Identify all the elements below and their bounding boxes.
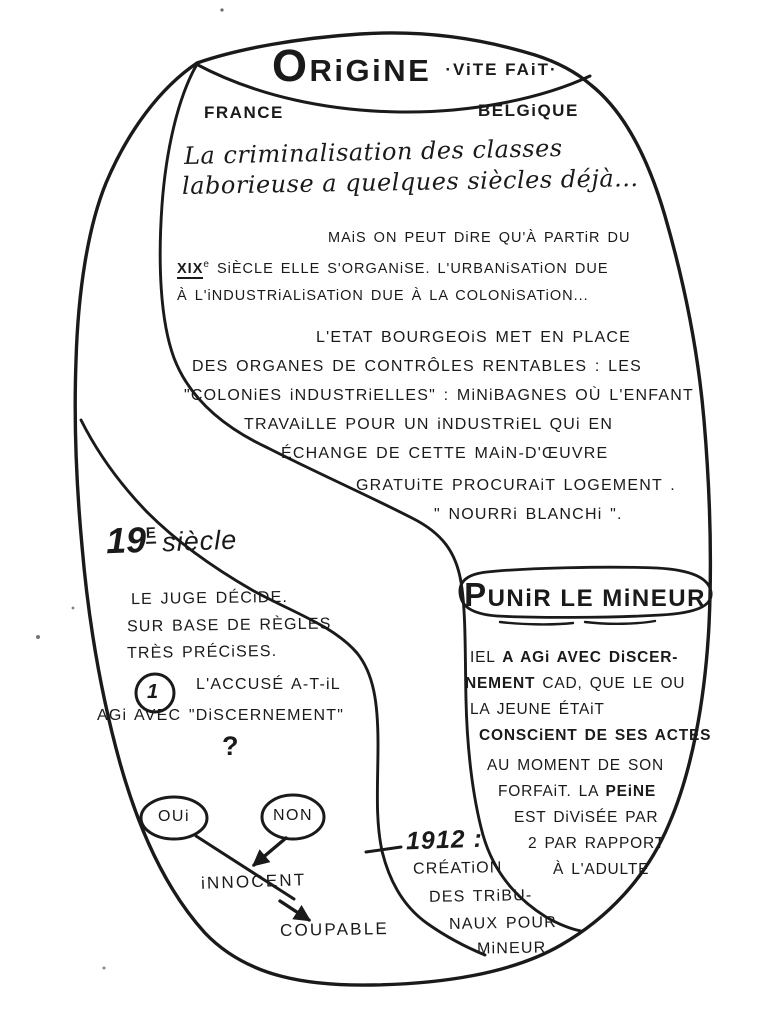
year-1912: 1912 : (405, 824, 484, 856)
tribunaux-line2: DES TRiBU- (428, 887, 533, 906)
judge-line2: SUR BASE DE RÈGLES (126, 615, 332, 636)
punir-body-line4: CONSCiENT DE SES ACTES (479, 727, 712, 744)
punir-title: PUNiR LE MiNEUR (464, 576, 706, 613)
punir-body-line7: EST DiViSÉE PAR (514, 809, 659, 826)
tribunaux-line4: MiNEUR. (476, 939, 553, 958)
punir-body-line9: À L'ADULTE (553, 861, 650, 878)
ink-speck (103, 967, 106, 970)
coupable-arrow (280, 901, 309, 920)
etat-line5: ÉCHANGE DE CETTE MAiN-D'ŒUVRE (281, 445, 609, 462)
etat-line6: GRATUiTE PROCURAiT LOGEMENT . (356, 477, 676, 494)
belgique-label: BELGiQUE (478, 101, 579, 120)
organise-line3: À L'iNDUSTRiALiSATiON DUE À LA COLONiSATiON... (177, 288, 589, 304)
etat-line7: " NOURRi BLANCHi ". (434, 506, 623, 523)
tribunaux-line1: CRÉATiON (412, 859, 503, 878)
punir-body-line5: AU MOMENT DE SON (487, 757, 664, 774)
organise-line2 (177, 259, 609, 277)
tribunaux-line3: NAUX POUR (448, 914, 558, 933)
page-subtitle: ·ViTE FAiT· (445, 60, 558, 79)
etat-line2: DES ORGANES DE CONTRÔLES RENTABLES : LES (192, 358, 643, 375)
century-sup: e (203, 259, 210, 270)
century-roman: XIX (177, 260, 204, 277)
era-sup: E (145, 524, 157, 542)
punir-l2-bold: NEMENT (465, 675, 536, 692)
era-number: 19 (105, 518, 147, 562)
etat-line3: "COLONiES iNDUSTRiELLES" : MiNiBAGNES OÙ L'ENFANT (184, 387, 694, 404)
era-word: siècle (161, 524, 238, 558)
etat-line4: TRAVAiLLE POUR UN iNDUSTRiEL QUi EN (244, 416, 614, 433)
france-label: FRANCE (204, 103, 284, 122)
era-title (105, 516, 237, 563)
etat-line1: L'ETAT BOURGEOiS MET EN PLACE (316, 329, 631, 346)
judge-line3: TRÈS PRÉCiSES. (126, 642, 278, 663)
oui-label: OUi (157, 808, 191, 825)
judge-line1: LE JUGE DÉCiDE. (130, 588, 289, 609)
punir-body-line6 (498, 779, 656, 805)
punir-l1-bold: A AGi AVEC DiSCER- (502, 649, 679, 666)
non-label: NON (272, 807, 314, 824)
punir-box-understroke (500, 621, 655, 624)
question-number: 1 (147, 681, 159, 703)
question-line1: L'ACCUSÉ A-T-iL (196, 676, 341, 693)
intro-cursive-line2: laborieuse a quelques siècles déjà... (181, 164, 639, 200)
question-mark: ? (222, 731, 239, 761)
innocent-label: iNNOCENT (200, 870, 307, 893)
ink-speck (72, 607, 75, 610)
punir-l1-pre: IEL (470, 649, 503, 666)
question-line2: AGi AVEC "DiSCERNEMENT" (97, 707, 345, 724)
punir-body-line8: 2 PAR RAPPORT (528, 835, 665, 852)
ink-speck (220, 8, 223, 11)
punir-l2-rest: CAD, QUE LE OU (535, 675, 686, 692)
organise-line2-rest: SiÈCLE ELLE S'ORGANiSE. L'URBANiSATiON DUE (209, 260, 609, 277)
intro-cursive-line1: La criminalisation des classes (183, 134, 563, 170)
punir-l6-pre: FORFAiT. LA (498, 783, 606, 800)
ink-speck (36, 635, 40, 639)
punir-body-line1 (470, 645, 678, 671)
origine-header (272, 40, 558, 92)
punir-body-line3: LA JEUNE ÉTAiT (470, 701, 605, 718)
punir-body-line2 (465, 671, 685, 697)
coupable-label: COUPABLE (279, 919, 390, 940)
page-title: ORiGiNE (272, 40, 432, 91)
organise-line1: MAiS ON PEUT DiRE QU'À PARTiR DU (328, 230, 631, 246)
non-arrow (254, 838, 286, 865)
punir-l6-bold: PEiNE (605, 783, 657, 800)
